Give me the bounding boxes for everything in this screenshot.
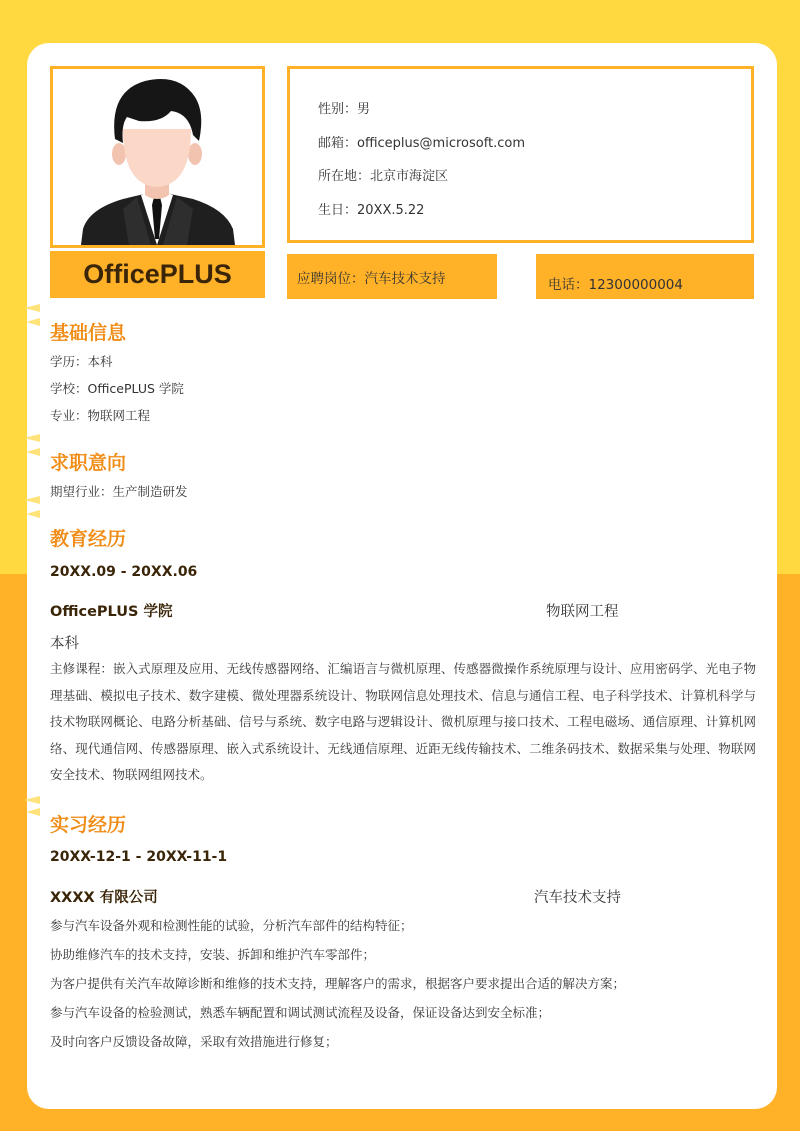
duty-item: 及时向客户反馈设备故障，采取有效措施进行修复； [50, 1034, 338, 1049]
expected-industry: 期望行业：生产制造研发 [50, 484, 188, 499]
section-title-education: 教育经历 [50, 528, 127, 550]
job-position-tag: 应聘岗位：汽车技术支持 [287, 254, 497, 299]
gender-text: 性别：男 [318, 102, 371, 117]
avatar-illustration [53, 69, 262, 245]
major-name: 专业：物联网工程 [50, 408, 151, 423]
duty-item: 参与汽车设备外观和检测性能的试验，分析汽车部件的结构特征； [50, 918, 413, 933]
internship-company: XXXX 有限公司 [50, 890, 158, 906]
name-banner: OfficePLUS [50, 251, 265, 298]
email-text: 邮箱：officeplus@microsoft.com [318, 136, 526, 151]
birthday-text: 生日：20XX.5.22 [318, 203, 425, 218]
education-major: 物联网工程 [546, 604, 619, 620]
internship-period: 20XX-12-1 - 20XX-11-1 [50, 849, 228, 865]
education-courses: 主修课程：嵌入式原理及应用、无线传感器网络、汇编语言与微机原理、传感器微操作系统原理与设计、应用密码学、光电子物理基础、模拟电子技术、数字建模、微处理器系统设计、物联网信息处理技术、信息与通信工程、电子科学技术、计算机科学与技术物联网概论、电路分析基础、信号与系统、数字电路与逻辑设计、微机原理与接口技术、工程电磁场、通信原理、计算机网络、现代通信网、传感器原理、嵌入式系统设计、无线通信原理、近距无线传输技术、二维条码技术、数据采集与处理、物联网安全技术、物联网组网技术。 [50, 661, 756, 783]
education-degree: 本科 [50, 636, 79, 652]
duty-item: 协助维修汽车的技术支持，安装、拆卸和维护汽车零部件； [50, 947, 376, 962]
phone-tag: 电话：12300000004 [536, 254, 754, 299]
profile-photo [50, 66, 265, 248]
duty-item: 为客户提供有关汽车故障诊断和维修的技术支持，理解客户的需求，根据客户要求提出合适的解决方案； [50, 976, 626, 991]
location-text: 所在地：北京市海淀区 [318, 169, 449, 184]
personal-info-box [287, 66, 754, 243]
section-title-internship: 实习经历 [50, 814, 127, 836]
section-title-intent: 求职意向 [50, 452, 127, 474]
education-level: 学历：本科 [50, 354, 113, 369]
education-period: 20XX.09 - 20XX.06 [50, 564, 198, 580]
duty-item: 参与汽车设备的检验测试，熟悉车辆配置和调试测试流程及设备，保证设备达到安全标准； [50, 1005, 551, 1020]
school-name: 学校：OfficePLUS 学院 [50, 381, 184, 396]
internship-role: 汽车技术支持 [534, 890, 621, 906]
education-school: OfficePLUS 学院 [50, 604, 173, 620]
section-title-basic: 基础信息 [50, 322, 127, 344]
edge-decoration [22, 300, 46, 820]
